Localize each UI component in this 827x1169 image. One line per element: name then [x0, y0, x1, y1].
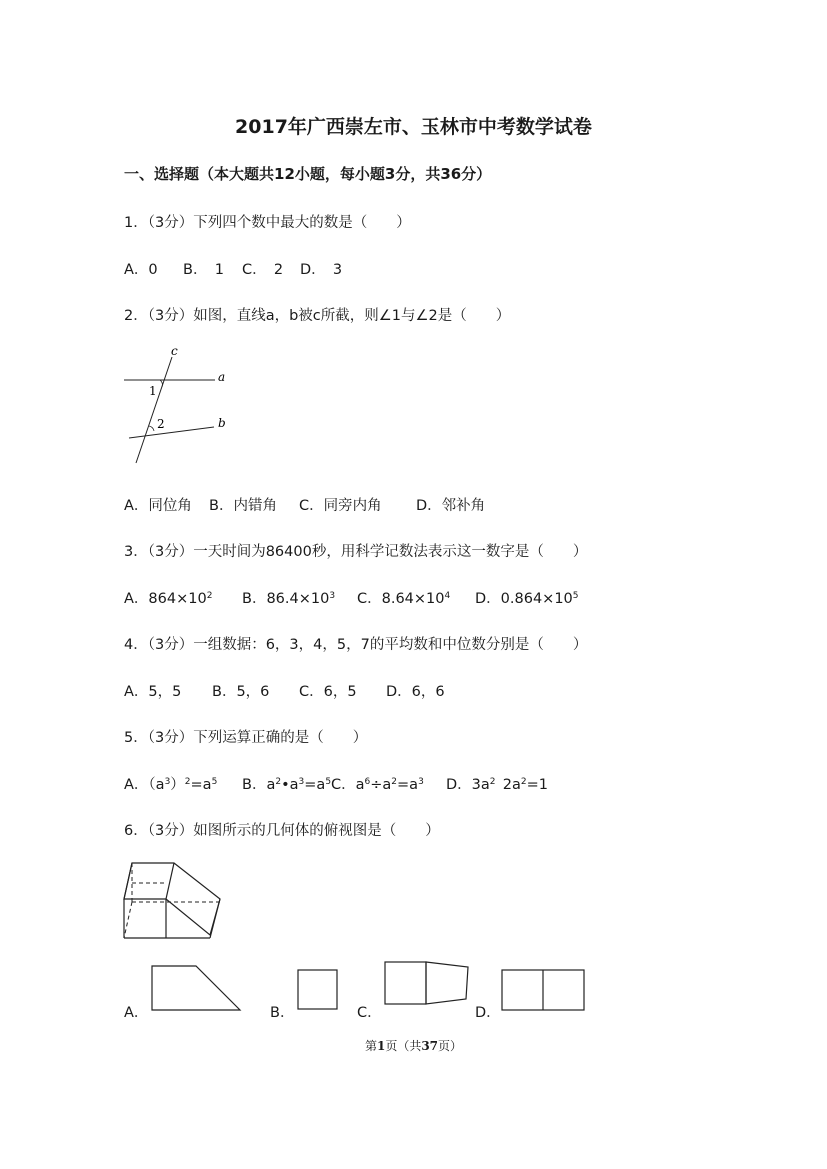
q4-option-d: D．6，6	[386, 684, 445, 700]
q2-option-c: C．同旁内角	[299, 498, 382, 514]
question-6-stem: 6．（3分）如图所示的几何体的俯视图是（ ）	[124, 823, 440, 839]
q1-option-d: D． 3	[300, 262, 343, 278]
section-heading: 一、选择题（本大题共12小题，每小题3分，共36分）	[124, 165, 492, 183]
question-2-stem: 2．（3分）如图，直线a，b被c所截，则∠1与∠2是（ ）	[124, 308, 511, 324]
q2-option-d: D．邻补角	[416, 498, 486, 514]
q6-option-d-label: D．	[475, 1005, 501, 1021]
question-5-stem: 5．（3分）下列运算正确的是（ ）	[124, 730, 368, 746]
angle-2-label: 2	[157, 417, 165, 431]
question-3-stem: 3．（3分）一天时间为86400秒，用科学记数法表示这一数字是（ ）	[124, 544, 588, 560]
q2-option-b: B．内错角	[209, 498, 277, 514]
q2-option-a: A．同位角	[124, 498, 192, 514]
page-title: 2017年广西崇左市、玉林市中考数学试卷	[235, 116, 592, 138]
q3-option-c: C．$8.64\times 10^4$	[357, 591, 451, 607]
line-b-label: b	[218, 416, 226, 430]
q4-option-b: B．5，6	[212, 684, 270, 700]
question-4-stem: 4．（3分）一组数据：6，3，4，5，7的平均数和中位数分别是（ ）	[124, 637, 588, 653]
q4-option-c: C．6，5	[299, 684, 357, 700]
q5-option-d: D．$3a^2$ $2a^2=1$	[446, 777, 548, 793]
q6-option-c-label: C．	[357, 1005, 382, 1021]
q3-option-d: D．$0.864\times 10^5$	[475, 591, 579, 607]
q1-option-a: A．0	[124, 262, 158, 278]
q6-option-a-label: A．	[124, 1005, 149, 1021]
question-1-stem: 1．（3分）下列四个数中最大的数是（ ）	[124, 215, 411, 231]
q1-option-c: C． 2	[242, 262, 284, 278]
page-footer: 第1页（共37页）	[364, 1039, 463, 1053]
q3-option-a: A．$864\times 10^2$	[124, 591, 213, 607]
q6-option-b-label: B．	[270, 1005, 295, 1021]
q3-option-b: B．$86.4\times 10^3$	[242, 591, 336, 607]
q5-option-c: C．$a^6\div a^2=a^3$	[331, 777, 424, 793]
q1-option-b: B． 1	[183, 262, 224, 278]
line-a-label: a	[218, 370, 226, 384]
q5-option-a: A．$(a^3)^2=a^5$	[124, 777, 218, 793]
q5-option-b: B．$a^2•a^3=a^5$	[242, 777, 332, 793]
line-c-label: c	[171, 344, 178, 358]
angle-1-label: 1	[149, 384, 157, 398]
q4-option-a: A．5，5	[124, 684, 182, 700]
